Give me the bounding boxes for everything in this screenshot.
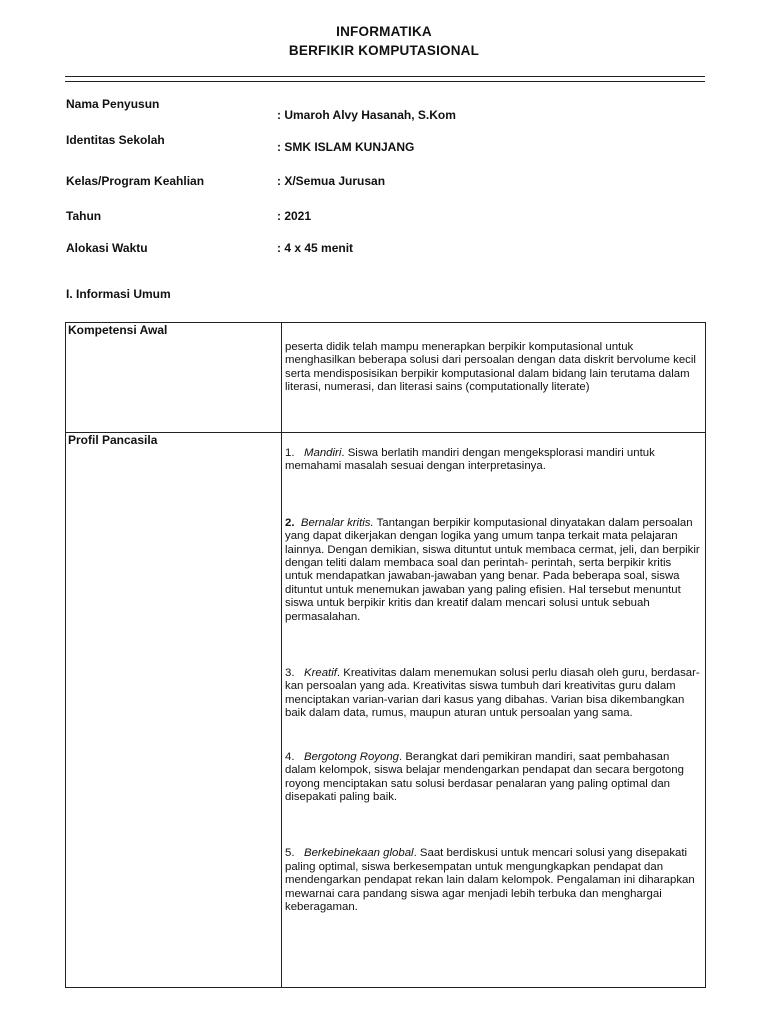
kompetensi-cell	[282, 323, 706, 433]
profil-item-bergotong-royong: 4. Bergotong Royong. Berangkat dari pemikiran mandiri, saat pembahasan dalam kelompok, siswa belajar mendengarkan pendapat dan secara bergotong royong menciptakan satu solusi berdasar penalaran yang paling optimal dan disepakati paling baik.	[285, 750, 684, 803]
label-tahun: Tahun	[66, 209, 102, 223]
profil-item-mandiri: 1. Mandiri. Siswa berlatih mandiri dengan mengeksplorasi mandiri untuk memahami masalah sesuai dengan interpretasinya.	[285, 447, 655, 473]
kompetensi-label: Kompetensi Awal	[66, 323, 282, 433]
value-tahun: : 2021	[277, 209, 312, 223]
label-kelas-program: Kelas/Program Keahlian	[66, 174, 205, 188]
profil-item-kreatif: 3. Kreatif. Kreativitas dalam menemukan solusi perlu diasah oleh guru, berdasar- kan persoalan yang ada. Kreativitas siswa tumbuh dari kreativitas guru dalam menciptakan varian-varian dari kasus yang dibahas. Varian bisa dikembangkan baik dalam data, rumus, maupun aturan untuk persoalan yang sama.	[285, 667, 700, 720]
header-rule-bottom	[65, 81, 705, 82]
label-identitas-sekolah: Identitas Sekolah	[66, 133, 165, 147]
table-row-kompetensi	[66, 323, 706, 433]
section-title: I. Informasi Umum	[66, 287, 171, 301]
profil-cell	[282, 433, 706, 988]
table-row-profil	[66, 433, 706, 988]
value-identitas-sekolah: : SMK ISLAM KUNJANG	[277, 140, 415, 154]
value-kelas-program: : X/Semua Jurusan	[277, 174, 386, 188]
info-table	[65, 322, 706, 988]
profil-item-berkebinekaan-global: 5. Berkebinekaan global. Saat berdiskusi untuk mencari solusi yang disepakati paling optimal, siswa berkesempatan untuk mengungkapkan pendapat dan mendengarkan pendapat rekan lain dalam kelompok. Pengalaman ini diharapkan mewarnai cara pandang siswa agar menjadi lebih terbuka dan menghargai keberagaman.	[285, 847, 695, 913]
profil-label: Profil Pancasila	[66, 433, 282, 988]
profil-item-bernalar-kritis: 2. Bernalar kritis. Tantangan berpikir komputasional dinyatakan dalam persoalan yang dapat dikerjakan dengan logika yang umum tanpa terkait mata pelajaran lainnya. Dengan demikian, siswa dituntut untuk membaca cermat, jeli, dan berpikir dengan teliti dalam membaca soal dan perintah- perintah, serta berpikir kritis untuk mendapatkan jawaban-jawaban yang benar. Pada beberapa soal, siswa dituntut untuk menemukan jawaban yang paling efisien. Hal tersebut menuntut siswa untuk berpikir kritis dan kreatif dalam mencari solusi untuk sebuah permasalahan.	[285, 516, 700, 623]
kompetensi-text: peserta didik telah mampu menerapkan berpikir komputasional untuk menghasilkan beberapa solusi dari persoalan dengan data diskrit bervolume kecil serta mendisposisikan berpikir komputasional dalam bidang lain terutama dalam literasi, numerasi, dan literasi sains (computationally literate)	[285, 341, 696, 394]
label-alokasi-waktu: Alokasi Waktu	[66, 241, 148, 255]
header-rule-top	[65, 76, 705, 77]
value-alokasi-waktu: : 4 x 45 menit	[277, 241, 354, 255]
document-title: INFORMATIKA	[336, 24, 432, 39]
label-nama-penyusun: Nama Penyusun	[66, 97, 160, 111]
document-subtitle: BERFIKIR KOMPUTASIONAL	[288, 43, 480, 58]
value-nama-penyusun: : Umaroh Alvy Hasanah, S.Kom	[277, 108, 456, 122]
